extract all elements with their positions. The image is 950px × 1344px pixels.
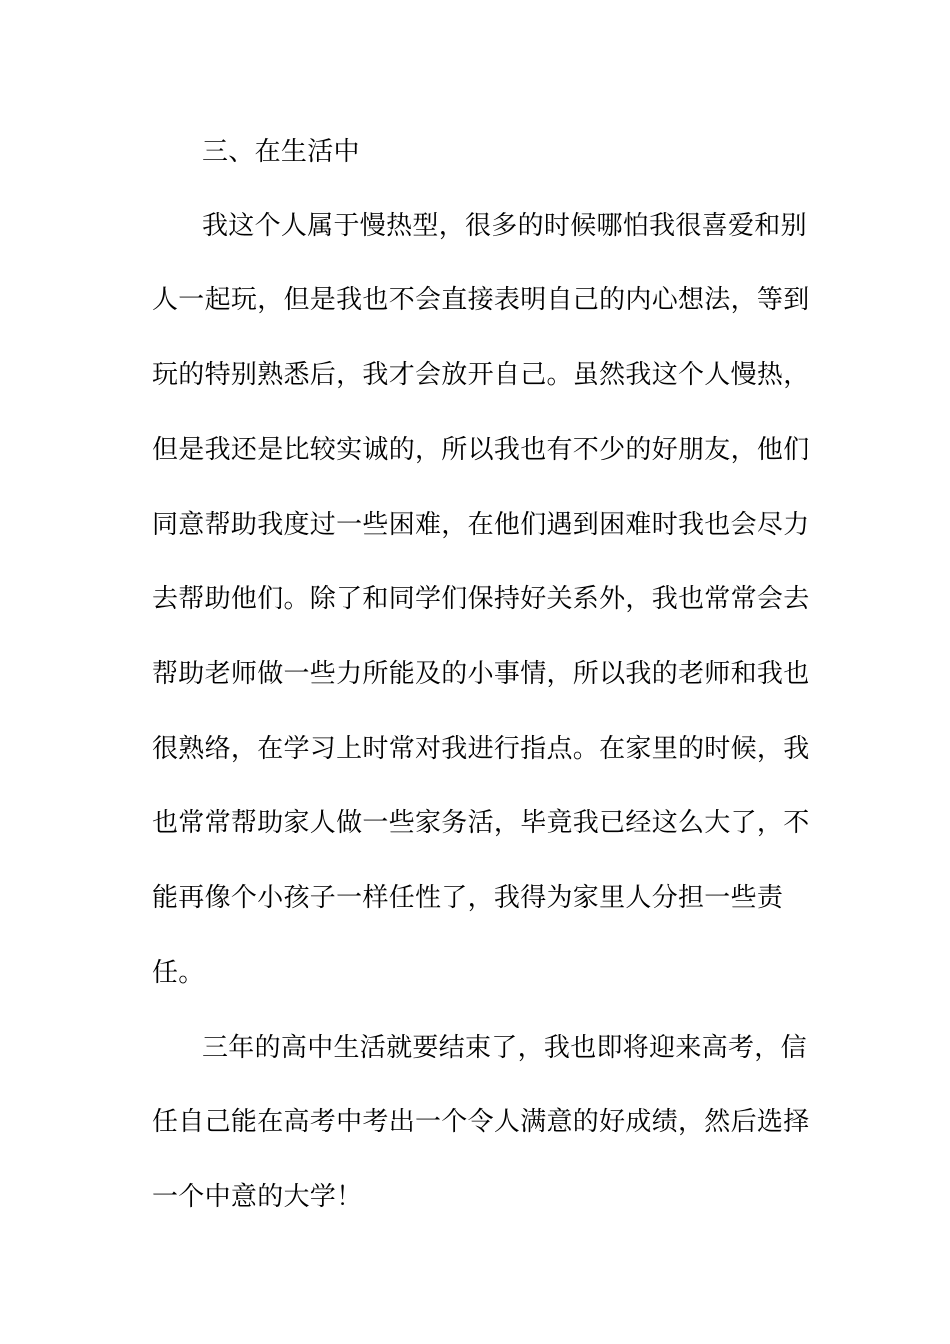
section-heading: 三、在生活中 (202, 137, 360, 167)
paragraph-line: 三年的高中生活就要结束了，我也即将迎来高考，信 (202, 1033, 807, 1063)
paragraph-line: 但是我还是比较实诚的，所以我也有不少的好朋友，他们 (152, 435, 810, 465)
paragraph-line: 玩的特别熟悉后，我才会放开自己。虽然我这个人慢热， (152, 360, 810, 390)
paragraph-line: 很熟络，在学习上时常对我进行指点。在家里的时候，我 (152, 734, 810, 764)
paragraph-line: 我这个人属于慢热型，很多的时候哪怕我很喜爱和别 (202, 211, 807, 241)
paragraph-line: 能再像个小孩子一样任性了，我得为家里人分担一些责 (152, 883, 784, 913)
paragraph-line: 任。 (152, 958, 205, 988)
paragraph-line: 任自己能在高考中考出一个令人满意的好成绩，然后选择 (152, 1107, 810, 1137)
paragraph-line: 去帮助他们。除了和同学们保持好关系外，我也常常会去 (152, 584, 810, 614)
paragraph-line: 帮助老师做一些力所能及的小事情，所以我的老师和我也 (152, 659, 810, 689)
paragraph-line: 同意帮助我度过一些困难，在他们遇到困难时我也会尽力 (152, 510, 810, 540)
paragraph-line: 人一起玩，但是我也不会直接表明自己的内心想法，等到 (152, 285, 810, 315)
paragraph-line: 一个中意的大学！ (152, 1182, 363, 1212)
paragraph-line: 也常常帮助家人做一些家务活，毕竟我已经这么大了，不 (152, 808, 810, 838)
